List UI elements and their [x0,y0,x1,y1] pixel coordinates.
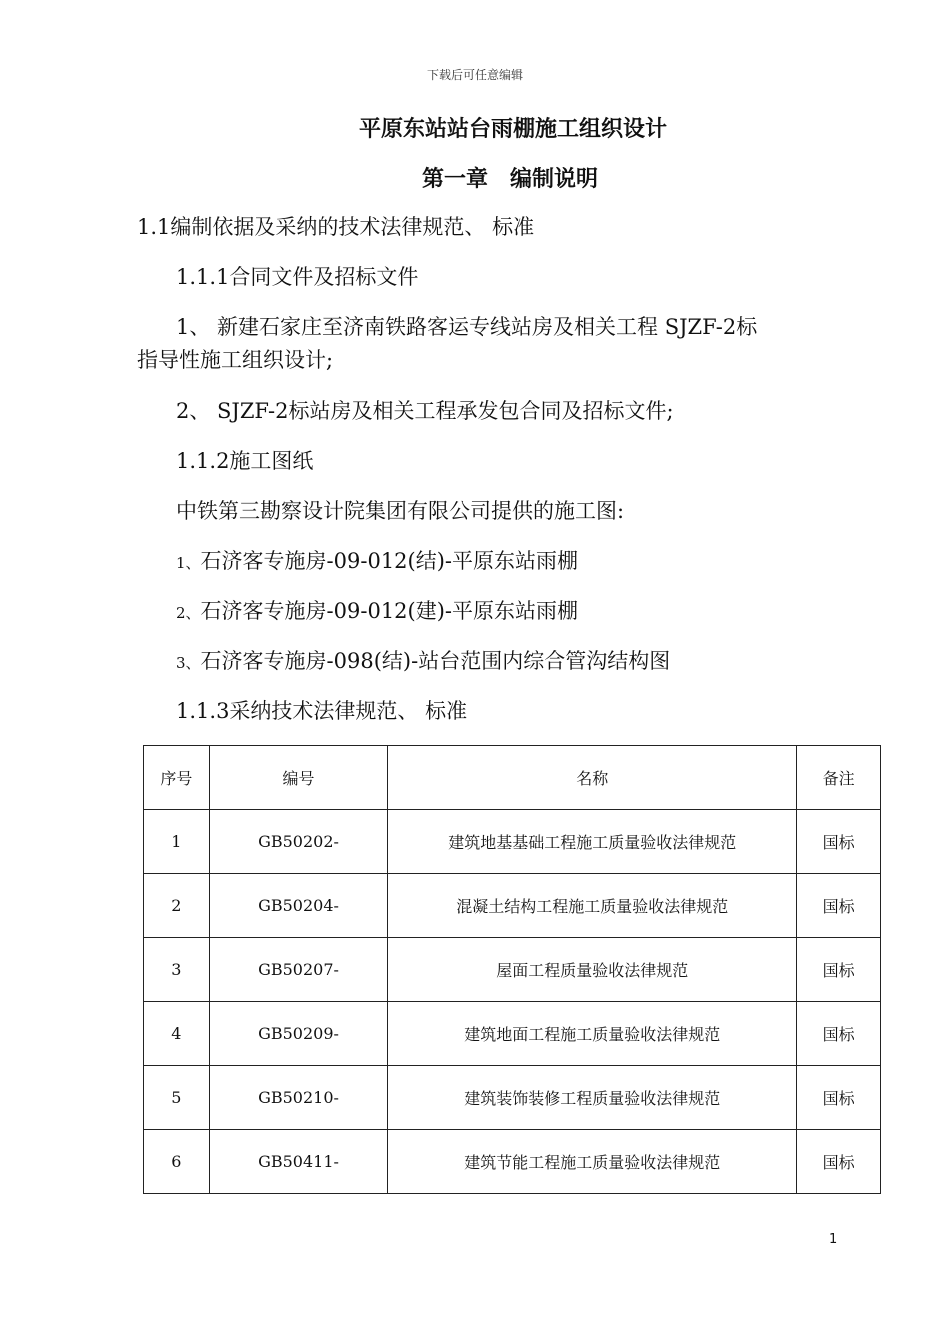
table-cell: 混凝土结构工程施工质量验收法律规范 [388,874,797,938]
drawing-item: 3、石济客专施房-098(结)-站台范围内综合管沟结构图 [176,649,671,673]
table-cell: 屋面工程质量验收法律规范 [388,938,797,1002]
table-cell: 4 [144,1002,210,1066]
table-cell: GB50210- [209,1066,388,1130]
subsection-heading-1-1-2: 1.1.2施工图纸 [176,449,314,473]
header-note: 下载后可任意编辑 [426,68,523,82]
table-cell: GB50202- [209,810,388,874]
table-row [144,1002,881,1066]
contract-item-2: 2、 SJZF-2标站房及相关工程承发包合同及招标文件; [176,399,674,423]
table-cell: 国标 [797,938,881,1002]
contract-item-1-line-1: 1、 新建石家庄至济南铁路客运专线站房及相关工程 SJZF-2标 [176,315,758,339]
table-row [144,938,881,1002]
subsection-heading-1-1-1: 1.1.1合同文件及招标文件 [176,265,419,289]
table-cell: 国标 [797,810,881,874]
table-cell: 国标 [797,874,881,938]
header-cell: 名称 [388,746,797,810]
table-cell: 3 [144,938,210,1002]
table-cell: 建筑装饰装修工程质量验收法律规范 [388,1066,797,1130]
chapter-heading: 第一章 编制说明 [421,167,598,192]
table-cell: GB50411- [209,1130,388,1194]
table-cell: 2 [144,874,210,938]
page-number: 1 [829,1232,838,1247]
table-row [144,1130,881,1194]
table-cell: 国标 [797,1130,881,1194]
table-cell: GB50207- [209,938,388,1002]
header-cell: 序号 [144,746,210,810]
table-cell: GB50209- [209,1002,388,1066]
subsection-heading-1-1-3: 1.1.3采纳技术法律规范、 标准 [176,699,468,723]
table-cell: 建筑节能工程施工质量验收法律规范 [388,1130,797,1194]
table-cell: 建筑地面工程施工质量验收法律规范 [388,1002,797,1066]
table-row [144,1066,881,1130]
table-cell: 1 [144,810,210,874]
drawings-intro: 中铁第三勘察设计院集团有限公司提供的施工图: [176,499,625,523]
table-row [144,810,881,874]
table-cell: 国标 [797,1002,881,1066]
table-cell: 6 [144,1130,210,1194]
drawing-item: 2、石济客专施房-09-012(建)-平原东站雨棚 [176,599,579,623]
table-header-row [144,746,881,810]
header-cell: 编号 [209,746,388,810]
table-cell: 国标 [797,1066,881,1130]
table-cell: 建筑地基基础工程施工质量验收法律规范 [388,810,797,874]
header-cell: 备注 [797,746,881,810]
table-cell: GB50204- [209,874,388,938]
contract-item-1-line-2: 指导性施工组织设计; [137,348,334,372]
standards-table [143,745,881,1194]
table-cell: 5 [144,1066,210,1130]
table-row [144,874,881,938]
document-title: 平原东站站台雨棚施工组织设计 [358,117,667,142]
section-heading-1-1: 1.1编制依据及采纳的技术法律规范、 标准 [137,215,535,239]
drawing-item: 1、石济客专施房-09-012(结)-平原东站雨棚 [176,549,579,573]
